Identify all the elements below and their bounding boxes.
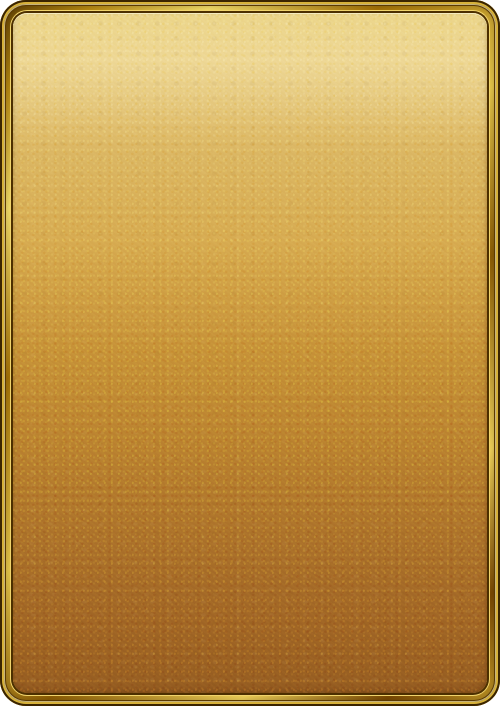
card-back-panel: [13, 13, 487, 693]
gold-foil-texture: [13, 13, 487, 693]
